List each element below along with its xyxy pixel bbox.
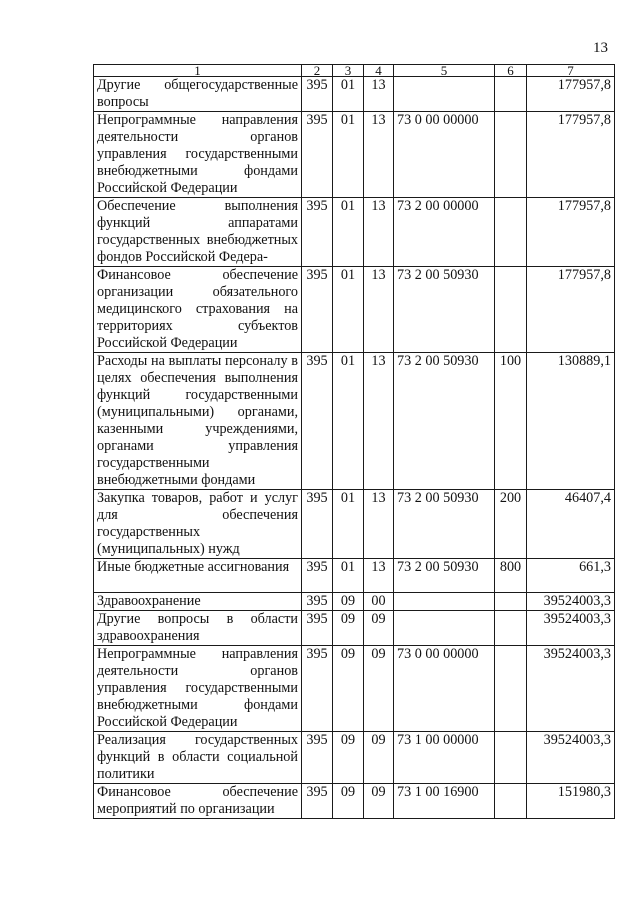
subsection-cell: 09: [364, 611, 394, 646]
column-header: 7: [527, 65, 615, 77]
amount-cell: 130889,1: [527, 353, 615, 490]
table-row: [94, 112, 615, 198]
column-header: 6: [495, 65, 527, 77]
table-row: [94, 646, 615, 732]
row-name-cell: Непрограммные направления деятельности органов управления государственными внебюджетными фондами Российской Федерации: [94, 646, 302, 732]
table-row: [94, 77, 615, 112]
column-header: 2: [302, 65, 333, 77]
expense-type-cell: 100: [495, 353, 527, 490]
ministry-code-cell: 395: [302, 77, 333, 112]
target-article-cell: 73 0 00 00000: [394, 646, 495, 732]
row-name-cell: Другие вопросы в области здравоохранения: [94, 611, 302, 646]
table-row: [94, 559, 615, 593]
section-cell: 01: [333, 77, 364, 112]
amount-cell: 177957,8: [527, 198, 615, 267]
expense-type-cell: [495, 732, 527, 784]
expense-type-cell: [495, 593, 527, 611]
amount-cell: 151980,3: [527, 784, 615, 819]
expense-type-cell: 200: [495, 490, 527, 559]
subsection-cell: 13: [364, 77, 394, 112]
table-row: [94, 267, 615, 353]
amount-cell: 39524003,3: [527, 732, 615, 784]
target-article-cell: [394, 593, 495, 611]
row-name-cell: Финансовое обеспечение организации обязательного медицинского страхования на территориях субъектов Российской Федерации: [94, 267, 302, 353]
expense-type-cell: [495, 267, 527, 353]
ministry-code-cell: 395: [302, 784, 333, 819]
row-name-cell: Закупка товаров, работ и услуг для обеспечения государственных (муниципальных) нужд: [94, 490, 302, 559]
target-article-cell: [394, 77, 495, 112]
amount-cell: 177957,8: [527, 77, 615, 112]
expense-type-cell: [495, 112, 527, 198]
section-cell: 01: [333, 353, 364, 490]
target-article-cell: 73 2 00 50930: [394, 559, 495, 593]
ministry-code-cell: 395: [302, 112, 333, 198]
target-article-cell: 73 2 00 50930: [394, 267, 495, 353]
row-name-cell: Обеспечение выполнения функций аппаратами государственных внебюджетных фондов Российской Федера-: [94, 198, 302, 267]
section-cell: 01: [333, 559, 364, 593]
subsection-cell: 09: [364, 784, 394, 819]
subsection-cell: 13: [364, 353, 394, 490]
ministry-code-cell: 395: [302, 353, 333, 490]
ministry-code-cell: 395: [302, 646, 333, 732]
row-name-cell: Другие общегосударственные вопросы: [94, 77, 302, 112]
table-row: [94, 593, 615, 611]
ministry-code-cell: 395: [302, 611, 333, 646]
subsection-cell: 13: [364, 112, 394, 198]
budget-table: [93, 64, 615, 819]
column-header: 1: [94, 65, 302, 77]
section-cell: 09: [333, 593, 364, 611]
row-name-cell: Иные бюджетные ассигнования: [94, 559, 302, 593]
target-article-cell: 73 2 00 00000: [394, 198, 495, 267]
amount-cell: 39524003,3: [527, 593, 615, 611]
target-article-cell: 73 2 00 50930: [394, 490, 495, 559]
row-name-cell: Финансовое обеспечение мероприятий по организации: [94, 784, 302, 819]
table-row: [94, 198, 615, 267]
subsection-cell: 00: [364, 593, 394, 611]
section-cell: 09: [333, 646, 364, 732]
column-number-row: [94, 65, 615, 77]
column-header: 3: [333, 65, 364, 77]
table-row: [94, 353, 615, 490]
ministry-code-cell: 395: [302, 559, 333, 593]
amount-cell: 46407,4: [527, 490, 615, 559]
amount-cell: 177957,8: [527, 267, 615, 353]
amount-cell: 39524003,3: [527, 611, 615, 646]
column-header: 5: [394, 65, 495, 77]
ministry-code-cell: 395: [302, 267, 333, 353]
amount-cell: 39524003,3: [527, 646, 615, 732]
page-number: 13: [593, 40, 608, 56]
target-article-cell: 73 1 00 16900: [394, 784, 495, 819]
expense-type-cell: [495, 77, 527, 112]
row-name-cell: Расходы на выплаты персоналу в целях обеспечения выполнения функций государственными (муниципальными) органами, казенными учреждениями, органами управления государственными внебюджетными фондами: [94, 353, 302, 490]
row-name-cell: Реализация государственных функций в области социальной политики: [94, 732, 302, 784]
row-name-cell: Непрограммные направления деятельности органов управления государственными внебюджетными фондами Российской Федерации: [94, 112, 302, 198]
section-cell: 01: [333, 490, 364, 559]
subsection-cell: 13: [364, 490, 394, 559]
expense-type-cell: 800: [495, 559, 527, 593]
subsection-cell: 13: [364, 267, 394, 353]
ministry-code-cell: 395: [302, 490, 333, 559]
table-row: [94, 490, 615, 559]
expense-type-cell: [495, 646, 527, 732]
expense-type-cell: [495, 198, 527, 267]
row-name-cell: Здравоохранение: [94, 593, 302, 611]
ministry-code-cell: 395: [302, 732, 333, 784]
subsection-cell: 09: [364, 732, 394, 784]
section-cell: 09: [333, 611, 364, 646]
section-cell: 09: [333, 784, 364, 819]
section-cell: 01: [333, 267, 364, 353]
subsection-cell: 13: [364, 198, 394, 267]
table-row: [94, 784, 615, 819]
ministry-code-cell: 395: [302, 198, 333, 267]
target-article-cell: 73 2 00 50930: [394, 353, 495, 490]
expense-type-cell: [495, 784, 527, 819]
section-cell: 01: [333, 112, 364, 198]
target-article-cell: 73 0 00 00000: [394, 112, 495, 198]
expense-type-cell: [495, 611, 527, 646]
section-cell: 09: [333, 732, 364, 784]
amount-cell: 177957,8: [527, 112, 615, 198]
section-cell: 01: [333, 198, 364, 267]
subsection-cell: 09: [364, 646, 394, 732]
table-row: [94, 732, 615, 784]
column-header: 4: [364, 65, 394, 77]
target-article-cell: 73 1 00 00000: [394, 732, 495, 784]
table-row: [94, 611, 615, 646]
amount-cell: 661,3: [527, 559, 615, 593]
target-article-cell: [394, 611, 495, 646]
subsection-cell: 13: [364, 559, 394, 593]
ministry-code-cell: 395: [302, 593, 333, 611]
